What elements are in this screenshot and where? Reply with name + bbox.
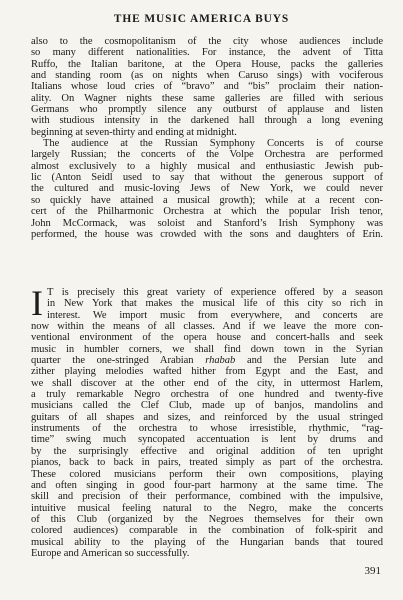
text-line: Germans who promptly silence any outburst of applause and listen (31, 104, 383, 116)
text-line: music in humbler corners, we shall find down town in the Syrian (31, 343, 383, 355)
text-line: These colored musicians perform their own compositions, playing (31, 468, 383, 480)
paragraph-block-2 (31, 283, 383, 559)
text-line: Europe and American so successfully. (31, 547, 190, 559)
text-line: musicians called the Clef Club, made up of banjos, mandolins and (31, 400, 383, 412)
text-line: by the surprisingly effective and original addition of ten upright (31, 445, 383, 457)
text-line: of this Club (organized by the Negroes themselves for their own (31, 513, 383, 525)
text-run: quarter the one-stringed Arabian (31, 355, 206, 367)
text-line: a truly remarkable Negro orchestra of one hundred and twenty-five (31, 389, 383, 401)
text-line: musical ability to the playing of the Hungarian bands that toured (31, 536, 383, 548)
text-line: and standing room (as on nights when Caruso sings) with vociferous (31, 70, 383, 82)
text-line: John McCormack, was soloist and Stanford’s Irish Symphony was (31, 217, 383, 229)
text-line: and often singing in good four-part harmony at the same time. The (31, 479, 383, 491)
text-line: colored audiences) comparable in the combination of folk-spirit and (31, 525, 383, 537)
paragraph-block-1 (31, 36, 383, 240)
text-line: so many different nationalities. For instance, the advent of Titta (31, 47, 383, 59)
italic-word: rhabab (205, 355, 236, 367)
text-line: the cultured and music-loving Jews of New York, we could never (31, 183, 383, 195)
running-head: THE MUSIC AMERICA BUYS (113, 13, 290, 25)
text-line: interest. We import music from everywhere, and concerts are (47, 309, 383, 321)
drop-cap-group (31, 283, 383, 323)
text-line: zither playing melodies wafted hither from Egypt and the East, and (31, 366, 383, 378)
text-line: largely Russian; the concerts of the Volpe Orchestra are performed (31, 149, 383, 161)
page-number: 391 (364, 565, 381, 577)
text-line: Italians whose loud cries of “bravo” and “bis” proclaim their nation- (31, 81, 383, 93)
text-line: we shall discover at the other end of the city, in uttermost Harlem, (31, 377, 383, 389)
text-line: so quickly have attained a musical growth); while at a recent con- (31, 194, 383, 206)
text-line: with studious intensity in the darkened hall through a long evening (31, 115, 383, 127)
text-line: now within the means of all classes. And if we leave the more con- (31, 321, 383, 333)
text-line: instruments of the orchestra to whose irresistible, rhythmic, “rag- (31, 423, 383, 435)
text-line: ventional environment of the opera house and concert-halls and seek (31, 332, 383, 344)
text-line: skill and precision of their performance, combined with the impulsive, (31, 491, 383, 503)
text-line: pianos, back to back in pairs, treated simply as part of the orchestra. (31, 457, 383, 469)
text-line: ality. On Wagner nights these same galleries are filled with serious (31, 92, 383, 104)
text-line: cert of the Philharmonic Orchestra at which the popular Irish tenor, (31, 206, 383, 218)
text-line: T is precisely this great variety of experience offered by a season (47, 287, 383, 298)
text-line: The audience at the Russian Symphony Concerts is of course (43, 138, 383, 150)
text-line: lic (Anton Seidl used to say that without the generous support of (31, 172, 383, 184)
text-line: beginning at seven-thirty and ending at midnight. (31, 126, 237, 138)
drop-cap: I (31, 283, 43, 323)
text-line: performed, the house was crowded with the sons and daughters of Erin. (31, 228, 383, 240)
text-line-with-italic (31, 355, 383, 366)
text-line: time” swing much syncopated accentuation is lent by drums and (31, 434, 383, 446)
text-line: almost exclusively to a highly musical and enthusiastic Jewish pub- (31, 160, 383, 172)
text-line: also to the cosmopolitanism of the city whose audiences include (31, 36, 383, 47)
text-line: intuitive musical feeling natural to the Negro, make the concerts (31, 502, 383, 514)
text-run: and the Persian lute and (235, 355, 383, 367)
text-line: guitars of all shapes and sizes, and reinforced by the usual stringed (31, 411, 383, 423)
text-line: Ruffo, the Italian baritone, at the Opera House, packs the galleries (31, 58, 383, 70)
text-line: in New York that makes the musical life of this city so rich in (47, 298, 383, 310)
